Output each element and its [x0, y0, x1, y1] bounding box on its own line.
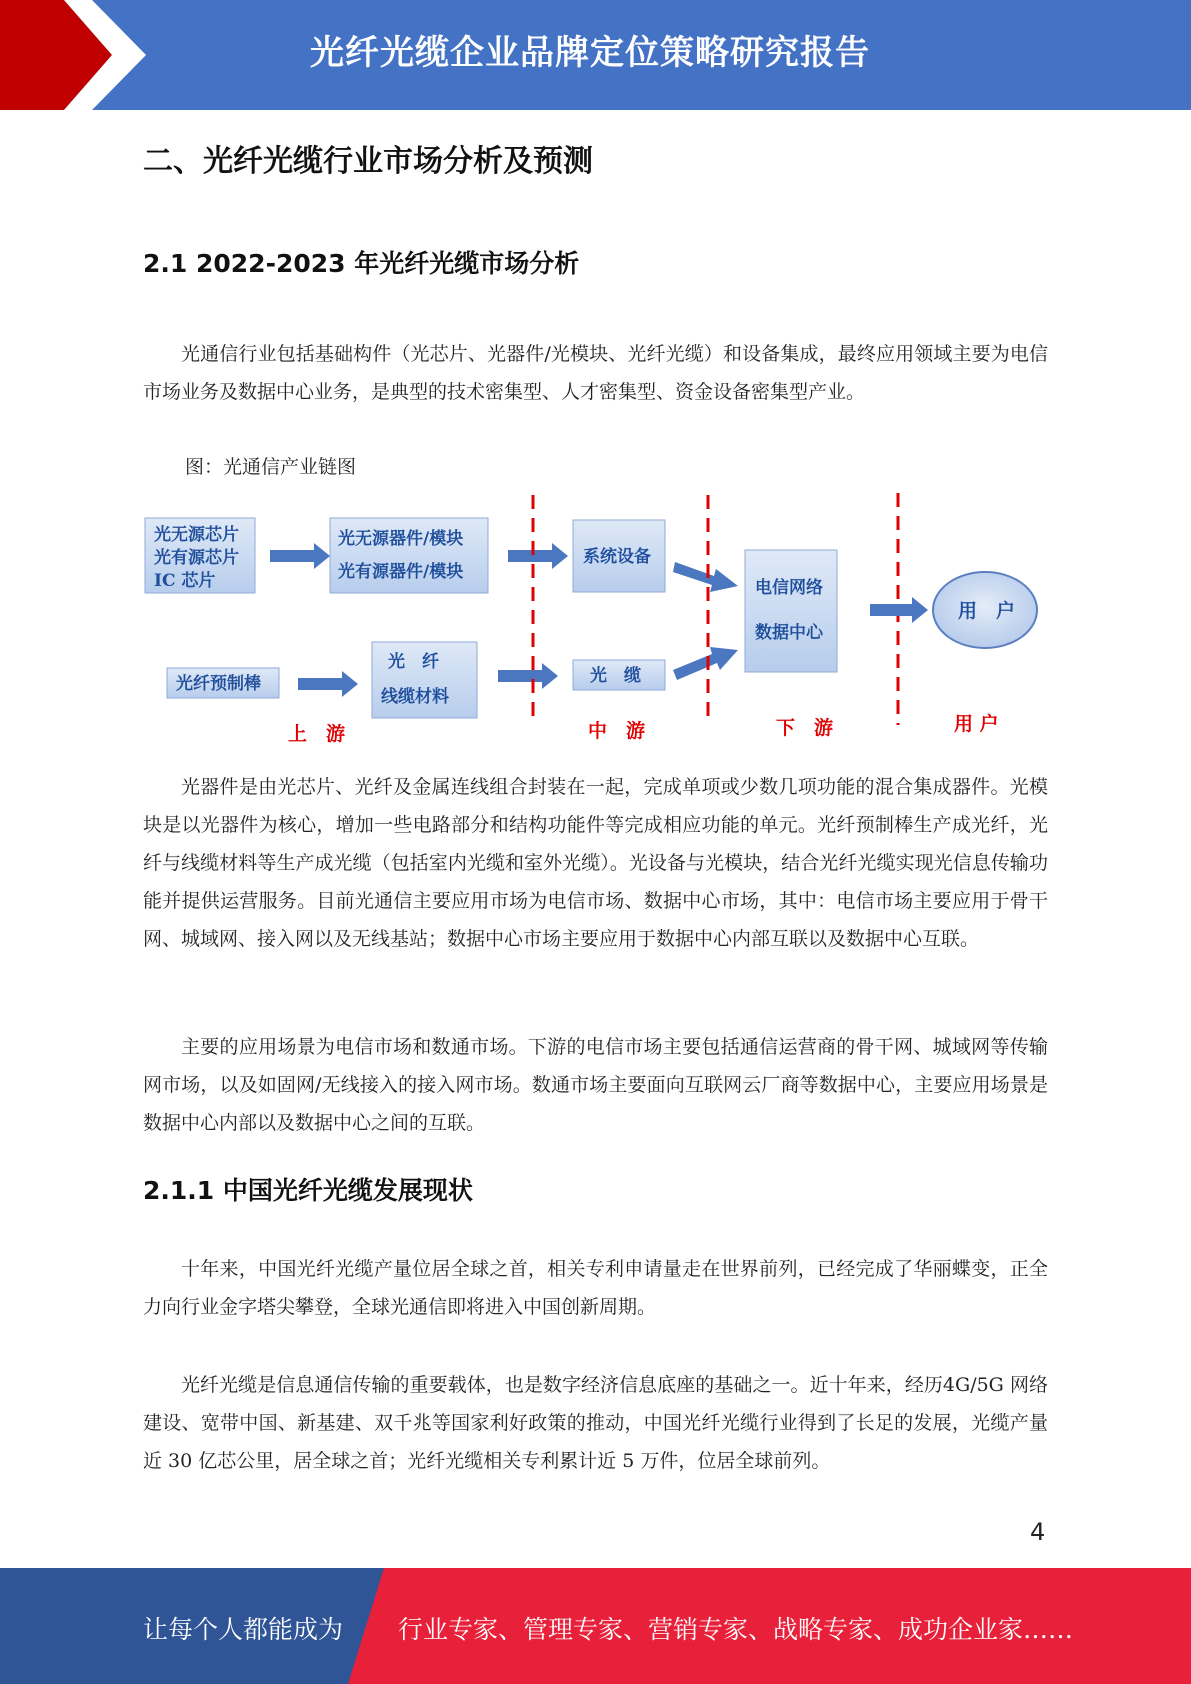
footer-slogan-left: 让每个人都能成为	[143, 1615, 344, 1644]
preform-label: 光纤预制棒	[176, 674, 261, 694]
system-label: 系统设备	[583, 547, 651, 567]
report-title: 光纤光缆企业品牌定位策略研究报告	[310, 33, 870, 73]
footer-slogan-right: 行业专家、管理专家、营销专家、战略专家、成功企业家……	[398, 1615, 1074, 1644]
paragraph-devices: 光器件是由光芯片、光纤及金属连线组合封装在一起，完成单项或少数几项功能的混合集成器件。光模块是以光器件为核心，增加一些电路部分和结构功能件等完成相应功能的单元。光纤预制棒生产成光纤，光纤与线缆材料等生产成光缆（包括室内光缆和室外光缆）。光设备与光模块，结合光纤光缆实现光信息传输功能并提供运营服务。目前光通信主要应用市场为电信市场、数据中心市场，其中：电信市场主要应用于骨干网、城域网、接入网以及无线基站；数据中心市场主要应用于数据中心内部互联以及数据中心互联。	[143, 776, 1048, 950]
chips-label: 光无源芯片	[154, 525, 239, 545]
stage-label: 中 游	[588, 720, 646, 742]
subsubsection-heading: 2.1.1 中国光纤光缆发展现状	[143, 1176, 473, 1205]
subsection-heading: 2.1 2022-2023 年光纤光缆市场分析	[143, 249, 580, 278]
flow-arrow	[508, 543, 568, 569]
user-label: 用 户	[958, 600, 1016, 622]
paragraph-scenarios: 主要的应用场景为电信市场和数通市场。下游的电信市场主要包括通信运营商的骨干网、城域网等传输网市场，以及如固网/无线接入的接入网市场。数通市场主要面向互联网云厂商等数据中心，主要应用场景是数据中心内部以及数据中心之间的互联。	[143, 1036, 1048, 1134]
chips-label: IC 芯片	[154, 571, 216, 591]
network-label: 数据中心	[755, 623, 823, 643]
section-heading: 二、光纤光缆行业市场分析及预测	[143, 144, 593, 179]
devices-label: 光无源器件/模块	[338, 529, 464, 549]
page-number: 4	[1030, 1518, 1046, 1546]
stage-label: 用 户	[954, 713, 999, 735]
devices-label: 光有源器件/模块	[338, 562, 464, 582]
stage-label: 上 游	[288, 723, 346, 745]
industry-chain-diagram	[140, 490, 1050, 750]
flow-arrow	[673, 562, 738, 592]
stage-label: 下 游	[776, 717, 834, 739]
flow-arrow	[498, 663, 558, 689]
network-box	[745, 550, 837, 672]
flow-arrow	[673, 647, 738, 680]
figure-caption: 图：光通信产业链图	[185, 456, 357, 478]
header-chevron-logo	[0, 0, 160, 110]
paragraph-decade: 十年来，中国光纤光缆产量位居全球之首，相关专利申请量走在世界前列，已经完成了华丽蝶变，正全力向行业金字塔尖攀登，全球光通信即将进入中国创新周期。	[143, 1258, 1048, 1318]
flow-arrow	[270, 543, 330, 569]
cable-label: 光 缆	[590, 666, 641, 686]
paragraph-development: 光纤光缆是信息通信传输的重要载体，也是数字经济信息底座的基础之一。近十年来，经历4G/5G 网络建设、宽带中国、新基建、双千兆等国家利好政策的推动，中国光纤光缆行业得到了长足的发展，光缆产量近 30 亿芯公里，居全球之首；光纤光缆相关专利累计近 5 万件，位居全球前列。	[143, 1374, 1048, 1472]
materials-label: 线缆材料	[381, 687, 449, 707]
network-label: 电信网络	[755, 578, 823, 598]
materials-label: 光 纤	[388, 652, 439, 672]
paragraph-intro: 光通信行业包括基础构件（光芯片、光器件/光模块、光纤光缆）和设备集成，最终应用领域主要为电信市场业务及数据中心业务，是典型的技术密集型、人才密集型、资金设备密集型产业。	[143, 343, 1048, 403]
flow-arrow	[298, 671, 358, 697]
chips-label: 光有源芯片	[154, 548, 239, 568]
